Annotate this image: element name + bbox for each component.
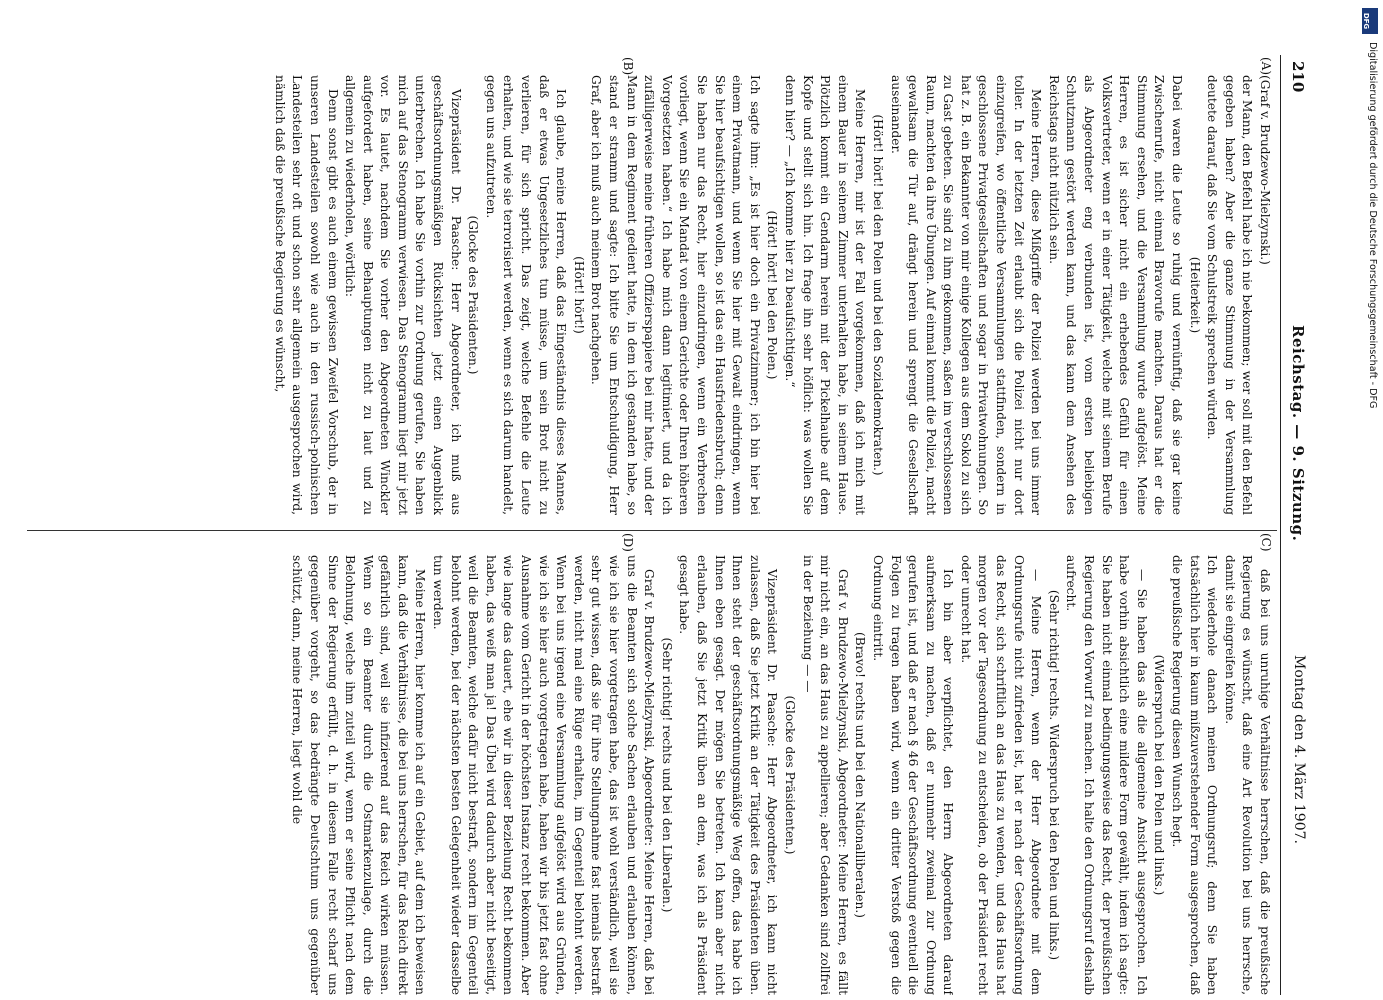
paragraph: (Sehr richtig! rechts. Widerspruch bei den Polen und links.) (1046, 589, 1061, 961)
header-rule (1280, 55, 1281, 995)
right-column (33, 555, 1273, 995)
rotated-content (21, 55, 1311, 995)
margin-mark-a: (A) (1259, 57, 1273, 76)
paragraph: Meine Herren, diese Mißgriffe der Polizei werden bei uns immer toller. In der letzten Zeit erlaubt sich die Polizei nicht nur dort einzugreifen, wo öffentliche Versammlungen stattfinden, sondern in geschlossene Privatgesellschaften und sogar in Privatwohnungen. So hat z. B. ein Bekannter von mir einige Kollegen aus dem Sokol zu sich zu Gast gebeten. Sie sind zu ihm gekommen, saßen im verschlossenen Raum, machten da ihre Übungen. Auf einmal kommt die Polizei, macht gewaltsam die Tür auf, drängt herein und sprengt die Gesellschaft auseinander. (888, 75, 1044, 515)
paragraph: — Sie haben das als die allgemeine Ansicht ausgesprochen. Ich habe vorhin absichtlich eine mildere Form gewählt, indem ich sagte: Sie haben nicht einmal bedingungsweise das Recht, der preußischen Regierung den Vorwurf zu machen. Ich halte den Ordnungsruf deshalb aufrecht. (1064, 555, 1149, 995)
paragraph: der Mann, den Befehl habe ich nie bekommen; wer soll mit den Befehl gegeben haben? Aber die ganze Stimmung in der Versammlung deutete darauf, daß Sie vom Schulstreik sprechen würden. (1205, 75, 1255, 515)
paragraph: Dabei waren die Leute so ruhig und vernünftig, daß sie gar keine Zwischenrufe, nicht einmal Bravorufe machten. Daraus hat er die Stimmung ersehen, und die Versammlung wurde aufgelöst. Meine Herren, es ist sicher nicht ein erhebendes Gefühl für einen Volksvertreter, wenn er in einer Tätigkeit, welche mit seinem Berufe als Abgeordneter eng verbunden ist, vom ersten beliebigen Schutzmann gestört werden kann, und das kann dem Ansehen des Reichstags nicht nützlich sein. (1046, 75, 1185, 515)
paragraph: Vizepräsident Dr. Paasche: Herr Abgeordneter, ich muß aus geschäftsordnungsmäßigen Rücksichten jetzt einen Augenblick unterbrechen. Ich habe Sie vorhin zur Ordnung gerufen, Sie haben mich auf das Stenogramm verwiesen. Das Stenogramm liegt mir jetzt vor. Es lautet, nachdem Sie vorher den Abgeordneten Winckler aufgefordert haben, seine Behauptungen nicht zu laut und zu allgemein zu wiederholen, wörtlich: (343, 75, 463, 515)
funding-credit: Digitalisierung gefördert durch die Deutsche Forschungsgemeinschaft - DFG (1367, 42, 1378, 409)
margin-mark-c: (C) (1259, 533, 1273, 552)
paragraph: (Graf v. Brudzewo-Mielzynski.) (1258, 75, 1272, 265)
paragraph: Meine Herren, hier komme ich auf ein Gebiet, auf dem ich beweisen kann, daß die Verhältnisse, die bei uns herrschen, für das Reich direkt gefährlich sind, weil sie infizierend auf das Reich wirken müssen. Wenn so ein Beamter durch die Ostmarkenzulage, durch die Belohnung, welche ihm zuteil wird, wenn er seine Pflicht nach dem Sinne der Regierung erfüllt, d. h. in diesem Falle recht scharf uns gegenüber vorgeht, so das bedrängte Deutschtum uns gegenüber schützt, dann, meine Herren, liegt wohl die (290, 555, 428, 995)
paragraph: Denn sonst gibt es auch einem gewissen Zweifel Vorschub, der in unseren Landesteilen sowohl wie auch in den russisch-polnischen Landesteilen sehr oft und schon sehr allgemein ausgesprochen wird, nämlich daß die preußische Regierung es wünscht, (272, 75, 340, 515)
margin-mark-d: (D) (621, 533, 635, 552)
digitization-sidebar (1362, 8, 1378, 993)
paragraph: (Hört! hört! bei den Polen und bei den Sozialdemokraten.) (870, 114, 885, 476)
page-header (1285, 55, 1311, 995)
session-title: Reichstag. — 9. Sitzung. (1289, 325, 1307, 542)
paragraph: daß bei uns unruhige Verhältnisse herrschen, daß die preußische Regierung es wünscht, daß eine Art Revolution bei uns herrsche, damit sie eingreifen könne. (1222, 555, 1272, 995)
paragraph: Vizepräsident Dr. Paasche: Herr Abgeordneter, ich kann nicht zulassen, daß Sie jetzt Kritik an der Tätigkeit des Präsidenten üben. Ihnen steht der geschäftsordnungsmäßige Weg offen, das habe ich Ihnen eben gesagt. Der mögen Sie betreten. Ich kann aber nicht erlauben, daß Sie jetzt Kritik üben an dem, was ich als Präsident gesagt habe. (677, 555, 780, 995)
column-divider (27, 530, 1277, 531)
paragraph: Ich glaube, meine Herren, daß das Eingeständnis dieses Mannes, daß er etwas Ungesetzliches tun müsse, um sein Brot nicht zu verlieren, für sich spricht. Das zeigt, welche Befehle die Leute erhalten, und wie sie terrorisiert werden, wenn es sich darum handelt, gegen uns aufzutreten. (483, 75, 569, 515)
paragraph: Ich bin aber verpflichtet, den Herrn Abgeordneten darauf aufmerksam zu machen, daß er nunmehr zweimal zur Ordnung gerufen ist, und daß er nach § 46 der Geschäftsordnung eventuell die Folgen zu tragen haben wird, wenn ein dritter Verstoß gegen die Ordnung eintritt. (870, 555, 956, 995)
paragraph: (Heiterkeit.) (1187, 256, 1202, 334)
dfg-logo: DFG (1362, 8, 1378, 34)
paragraph: Graf v. Brudzewo-Mielzynski, Abgeordneter: Meine Herren, es fällt mir nicht ein, an das Haus zu appellieren; aber Gedanken sind zollfrei in der Beziehung — — (800, 555, 850, 995)
paragraph: (Hört! hört! bei den Polen.) (765, 210, 780, 380)
paragraph: — Meine Herren, wenn der Herr Abgeordnete mit dem Ordnungsrufe nicht zufrieden ist, hat er nach der Geschäftsordnung das Recht, sich schriftlich an das Haus zu wenden, und das Haus hat morgen vor der Tagesordnung zu entscheiden, ob der Präsident recht oder unrecht hat. (958, 555, 1044, 995)
margin-mark-b: (B) (621, 57, 635, 76)
paragraph: (Widerspruch bei den Polen und links.) (1152, 654, 1167, 896)
left-column (33, 75, 1273, 515)
paragraph: (Sehr richtig! rechts und bei den Liberalen.) (659, 637, 674, 913)
paragraph: (Glocke des Präsidenten.) (782, 695, 797, 855)
paragraph: (Hört! hört!) (571, 256, 586, 334)
paragraph: Ich sagte ihm: „Es ist hier doch ein Privatzimmer; ich bin hier bei einem Privatmann, und wenn Sie hier mit Gewalt eindringen, wenn Sie hier beaufsichtigen wollen, so ist das ein Hausfriedensbruch; denn Sie haben nur das Recht, hier einzudringen, wenn ein Verbrechen vorliegt, wenn Sie ein Mandat von einem Gerichte oder Ihren höheren Vorgesetzten haben.“ Ich habe mich dann legitimiert, und da ich zufälligerweise meine früheren Offizierspapiere bei mir hatte, und der Mann in dem Regiment gedient hatte, in dem ich gestanden habe, so stand er stramm und sagte: Ich bitte Sie um Entschuldigung, Herr Graf, aber ich muß auch meinem Brot nachgehen. (589, 75, 762, 515)
paragraph: (Bravo! rechts und bei den Nationalliberalen.) (853, 631, 868, 918)
page-number: 210 (1289, 61, 1307, 93)
paragraph: (Glocke des Präsidenten.) (466, 215, 481, 375)
session-date: Montag den 4. März 1907. (1291, 655, 1307, 844)
paragraph: Meine Herren, mir ist der Fall vorgekommen, daß ich mich mit einem Bauer in seinem Zimmer unterhalten habe, in seinem Hause. Plötzlich kommt ein Gendarm herein mit der Pickelhaube auf dem Kopfe und stellt sich hin. Ich frage ihn sehr höflich: was wollen Sie denn hier? — „Ich komme hier zu beaufsichtigen.“ (782, 75, 868, 515)
paragraph: Graf v. Brudzewo-Mielzynski, Abgeordneter: Meine Herren, daß bei uns die Beamten sich solche Sachen erlauben und erlauben können, wie ich sie hier vorgetragen habe, das ist wohl verständlich, weil sie sehr gut wissen, daß sie für ihre Stellungnahme fast niemals bestraft werden, nicht mal eine Rüge erhalten, im Gegenteil belohnt werden. Wenn bei uns irgend eine Versammlung aufgelöst wird aus Gründen, wie ich sie hier auch vorgetragen habe, haben wir bis jetzt fast ohne Ausnahme vom Gericht in der höchsten Instanz recht bekommen. Aber wie lange das dauert, ehe wir in dieser Beziehung Recht bekommen haben, das weiß man ja! Das Übel wird dadurch aber nicht beseitigt, weil die Beamten, welche dafür nicht bestraft, sondern im Gegenteil belohnt werden, bei der nächsten besten Gelegenheit wieder dasselbe tun werden. (431, 555, 657, 995)
paragraph: Ich wiederhole danach meinen Ordnungsruf; denn Sie haben tatsächlich hier in kaum mißzuverstehender Form ausgesprochen, daß die preußische Regierung diesen Wunsch hegt. (1170, 555, 1220, 995)
